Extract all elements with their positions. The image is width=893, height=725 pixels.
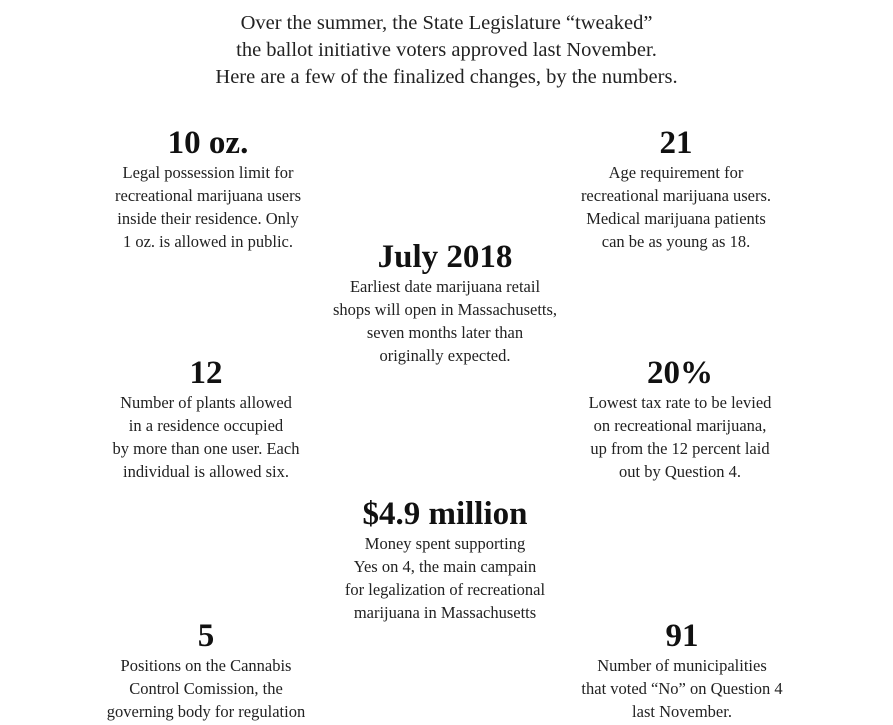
stat-description-line: Age requirement for <box>608 163 744 182</box>
stat-description-line: individual is allowed six. <box>123 462 289 481</box>
stat-campaign-spending <box>305 496 585 624</box>
stat-description-line: Yes on 4, the main campain <box>353 557 537 576</box>
stat-description-line: recreational marijuana users. <box>580 186 772 205</box>
stat-description-line: Control Comission, the <box>129 679 283 698</box>
intro-text <box>0 10 893 91</box>
stat-description <box>88 161 328 253</box>
stat-description-line: Earliest date marijuana retail <box>349 277 541 296</box>
stat-description <box>86 654 326 723</box>
stat-commission-positions <box>86 618 326 723</box>
stat-description-line: Money spent supporting <box>364 534 526 553</box>
stat-description-line: inside their residence. Only <box>117 209 299 228</box>
stat-plant-limit <box>86 355 326 483</box>
stat-description-line: up from the 12 percent laid <box>590 439 770 458</box>
stat-description-line: out by Question 4. <box>619 462 741 481</box>
stat-description-line: Number of municipalities <box>597 656 767 675</box>
stat-description-line: recreational marijuana users <box>115 186 301 205</box>
stat-description-line: on recreational marijuana, <box>593 416 767 435</box>
stat-value: 12 <box>189 355 223 391</box>
stat-description <box>560 391 800 483</box>
stat-description-line: last November. <box>632 702 732 721</box>
stat-description <box>562 654 802 723</box>
stat-description-line: Legal possession limit for <box>122 163 294 182</box>
stat-age-requirement <box>556 125 796 253</box>
stat-value: 20% <box>647 355 713 391</box>
intro-line: Here are a few of the finalized changes, by the numbers. <box>215 66 678 88</box>
stat-value: 5 <box>197 618 215 654</box>
stat-value: 21 <box>659 125 693 161</box>
stat-value: $4.9 million <box>362 496 528 532</box>
intro-line: the ballot initiative voters approved last November. <box>236 39 657 61</box>
stat-description-line: marijuana in Massachusetts <box>353 603 537 622</box>
stat-value: 10 oz. <box>167 125 249 161</box>
stat-description <box>86 391 326 483</box>
stat-description-line: seven months later than <box>366 323 524 342</box>
stat-description-line: 1 oz. is allowed in public. <box>122 232 293 251</box>
stat-description-line: can be as young as 18. <box>601 232 751 251</box>
stat-value: 91 <box>665 618 699 654</box>
stat-value: July 2018 <box>377 239 513 275</box>
stat-description <box>556 161 796 253</box>
stat-description-line: Lowest tax rate to be levied <box>588 393 772 412</box>
stat-description <box>305 532 585 624</box>
stat-possession-limit <box>88 125 328 253</box>
stat-description-line: shops will open in Massachusetts, <box>332 300 558 319</box>
stat-retail-date <box>305 239 585 367</box>
stat-description-line: Positions on the Cannabis <box>120 656 292 675</box>
stat-description-line: Medical marijuana patients <box>586 209 766 228</box>
stat-description-line: that voted “No” on Question 4 <box>581 679 783 698</box>
stat-description-line: for legalization of recreational <box>344 580 546 599</box>
stat-description-line: by more than one user. Each <box>112 439 300 458</box>
stat-description-line: originally expected. <box>379 346 511 365</box>
stat-description-line: governing body for regulation <box>106 702 306 721</box>
stat-description-line: in a residence occupied <box>128 416 284 435</box>
intro-line: Over the summer, the State Legislature “tweaked” <box>240 12 653 34</box>
stat-description-line: Number of plants allowed <box>120 393 292 412</box>
stat-tax-rate <box>560 355 800 483</box>
stat-description <box>305 275 585 367</box>
stat-municipalities <box>562 618 802 723</box>
